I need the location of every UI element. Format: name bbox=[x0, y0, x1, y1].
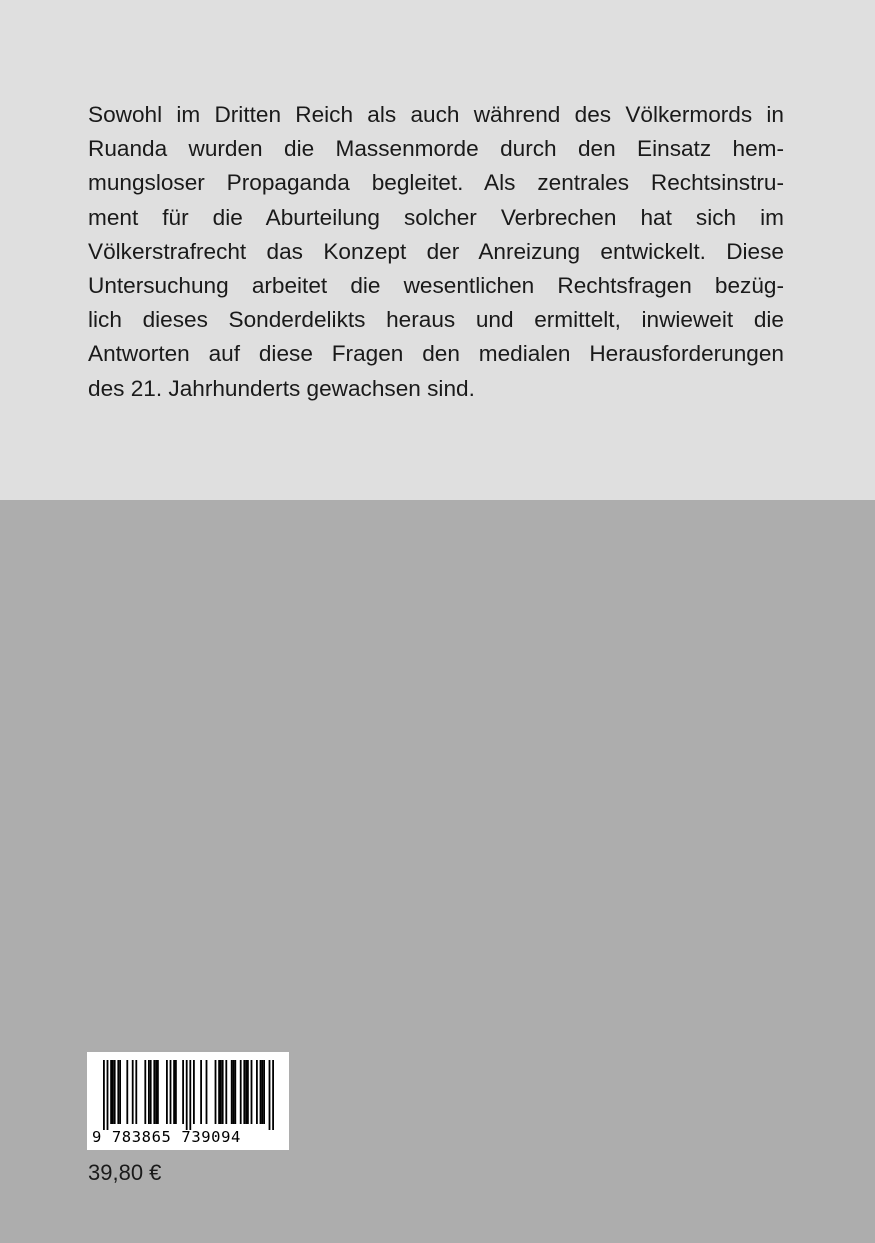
blurb-line: Untersuchung arbeitet die wesentlichen Rechtsfragen bezüg- bbox=[88, 273, 784, 299]
book-blurb bbox=[88, 98, 784, 406]
barcode-bar bbox=[189, 1060, 191, 1130]
barcode-bar bbox=[157, 1060, 159, 1124]
barcode-bar bbox=[272, 1060, 274, 1130]
barcode-bar bbox=[186, 1060, 188, 1130]
barcode-bar bbox=[148, 1060, 150, 1124]
barcode-bar bbox=[110, 1060, 112, 1124]
barcode-bar bbox=[170, 1060, 172, 1124]
blurb-line: lich dieses Sonderdelikts heraus und ermittelt, inwieweit die bbox=[88, 307, 784, 333]
blurb-line: ment für die Aburteilung solcher Verbrechen hat sich im bbox=[88, 204, 784, 230]
barcode-bar bbox=[234, 1060, 236, 1124]
barcode-bar bbox=[263, 1060, 265, 1124]
blurb-line: Sowohl im Dritten Reich als auch während des Völkermords in bbox=[88, 102, 784, 127]
barcode-bar bbox=[218, 1060, 220, 1124]
barcode-bar bbox=[182, 1060, 184, 1124]
barcode-bar bbox=[119, 1060, 121, 1124]
barcode-bar bbox=[114, 1060, 116, 1124]
barcode-bar bbox=[231, 1060, 233, 1124]
barcode-bar bbox=[206, 1060, 208, 1124]
barcode-bar bbox=[245, 1060, 247, 1124]
barcode-bar bbox=[112, 1060, 114, 1124]
barcode-bar bbox=[200, 1060, 202, 1124]
barcode-bar bbox=[175, 1060, 177, 1124]
blurb-line: Ruanda wurden die Massenmorde durch den Einsatz hem- bbox=[88, 136, 784, 162]
price-label: 39,80 € bbox=[88, 1160, 162, 1185]
barcode-bar bbox=[153, 1060, 155, 1124]
barcode-bar bbox=[233, 1060, 235, 1124]
barcode-bar bbox=[135, 1060, 137, 1124]
barcode-bar bbox=[144, 1060, 146, 1124]
barcode-bar bbox=[225, 1060, 227, 1124]
isbn-barcode bbox=[87, 1052, 289, 1150]
blurb-line: mungsloser Propaganda begleitet. Als zentrales Rechtsinstru- bbox=[88, 170, 784, 196]
blurb-line: Antworten auf diese Fragen den medialen Herausforderungen bbox=[88, 341, 784, 367]
barcode-bar bbox=[260, 1060, 262, 1124]
barcode-bar bbox=[193, 1060, 195, 1124]
barcode-bar bbox=[126, 1060, 128, 1124]
barcode-bar bbox=[117, 1060, 119, 1124]
barcode-bar bbox=[155, 1060, 157, 1124]
barcode-bar bbox=[240, 1060, 242, 1124]
blurb-line: Völkerstrafrecht das Konzept der Anreizung entwickelt. Diese bbox=[88, 238, 784, 264]
barcode-bar bbox=[269, 1060, 271, 1130]
barcode-bar bbox=[256, 1060, 258, 1124]
barcode-bar bbox=[251, 1060, 253, 1124]
barcode-bar bbox=[261, 1060, 263, 1124]
barcode-bar bbox=[103, 1060, 105, 1130]
barcode-bar bbox=[150, 1060, 152, 1124]
isbn-number: 9 783865 739094 bbox=[92, 1128, 241, 1146]
barcode-bar bbox=[222, 1060, 224, 1124]
barcode-bar bbox=[220, 1060, 222, 1124]
barcode-bar bbox=[107, 1060, 109, 1130]
blurb-line: des 21. Jahrhunderts gewachsen sind. bbox=[88, 375, 475, 401]
barcode-bar bbox=[215, 1060, 217, 1124]
barcode-bar bbox=[132, 1060, 134, 1124]
barcode-bar bbox=[247, 1060, 249, 1124]
barcode-bar bbox=[243, 1060, 245, 1124]
barcode-bar bbox=[173, 1060, 175, 1124]
barcode-bar bbox=[166, 1060, 168, 1124]
